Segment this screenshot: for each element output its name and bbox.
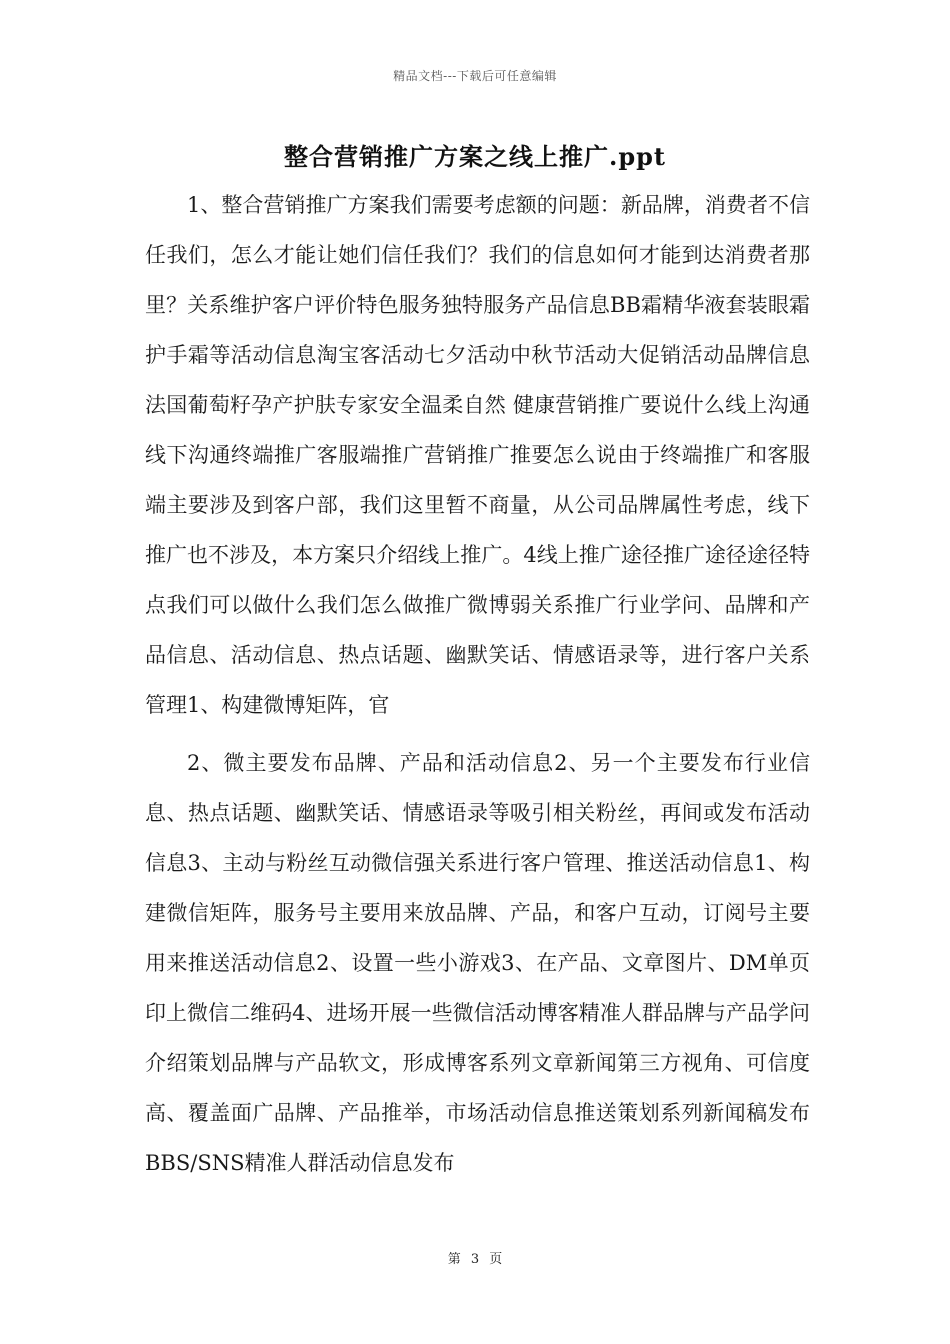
body-paragraph-1: 1、整合营销推广方案我们需要考虑额的问题：新品牌，消费者不信任我们，怎么才能让她们信任我们？我们的信息如何才能到达消费者那里？关系维护客户评价特色服务独特服务产品信息BB霜精华液套装眼霜护手霜等活动信息淘宝客活动七夕活动中秋节活动大促销活动品牌信息法国葡萄籽孕产护肤专家安全温柔自然 健康营销推广要说什么线上沟通线下沟通终端推广客服端推广营销推广推要怎么说由于终端推广和客服端主要涉及到客户部，我们这里暂不商量，从公司品牌属性考虑，线下推广也不涉及，本方案只介绍线上推广。4线上推广途径推广途径途径特点我们可以做什么我们怎么做推广微博弱关系推广行业学问、品牌和产品信息、活动信息、热点话题、幽默笑话、情感语录等，进行客户关系管理1、构建微博矩阵，官 [145,193,810,717]
page-header: 精品文档---下载后可任意编辑 [393,69,557,83]
page-footer [0,1248,950,1267]
footer-page-suffix: 页 [489,1252,503,1267]
body-paragraph-2: 2、微主要发布品牌、产品和活动信息2、另一个主要发布行业信息、热点话题、幽默笑话、情感语录等吸引相关粉丝，再间或发布活动信息3、主动与粉丝互动微信强关系进行客户管理、推送活动信息1、构建微信矩阵，服务号主要用来放品牌、产品，和客户互动，订阅号主要用来推送活动信息2、设置一些小游戏3、在产品、文章图片、DM单页印上微信二维码4、进场开展一些微信活动博客精准人群品牌与产品学问介绍策划品牌与产品软文，形成博客系列文章新闻第三方视角、可信度高、覆盖面广品牌、产品推举，市场活动信息推送策划系列新闻稿发布BBS/SNS精准人群活动信息发布 [145,751,810,1175]
footer-page-prefix: 第 [447,1252,461,1267]
footer-page-number: 3 [470,1252,480,1267]
document-title: 整合营销推广方案之线上推广.ppt [283,142,666,171]
document-body [145,180,810,1188]
